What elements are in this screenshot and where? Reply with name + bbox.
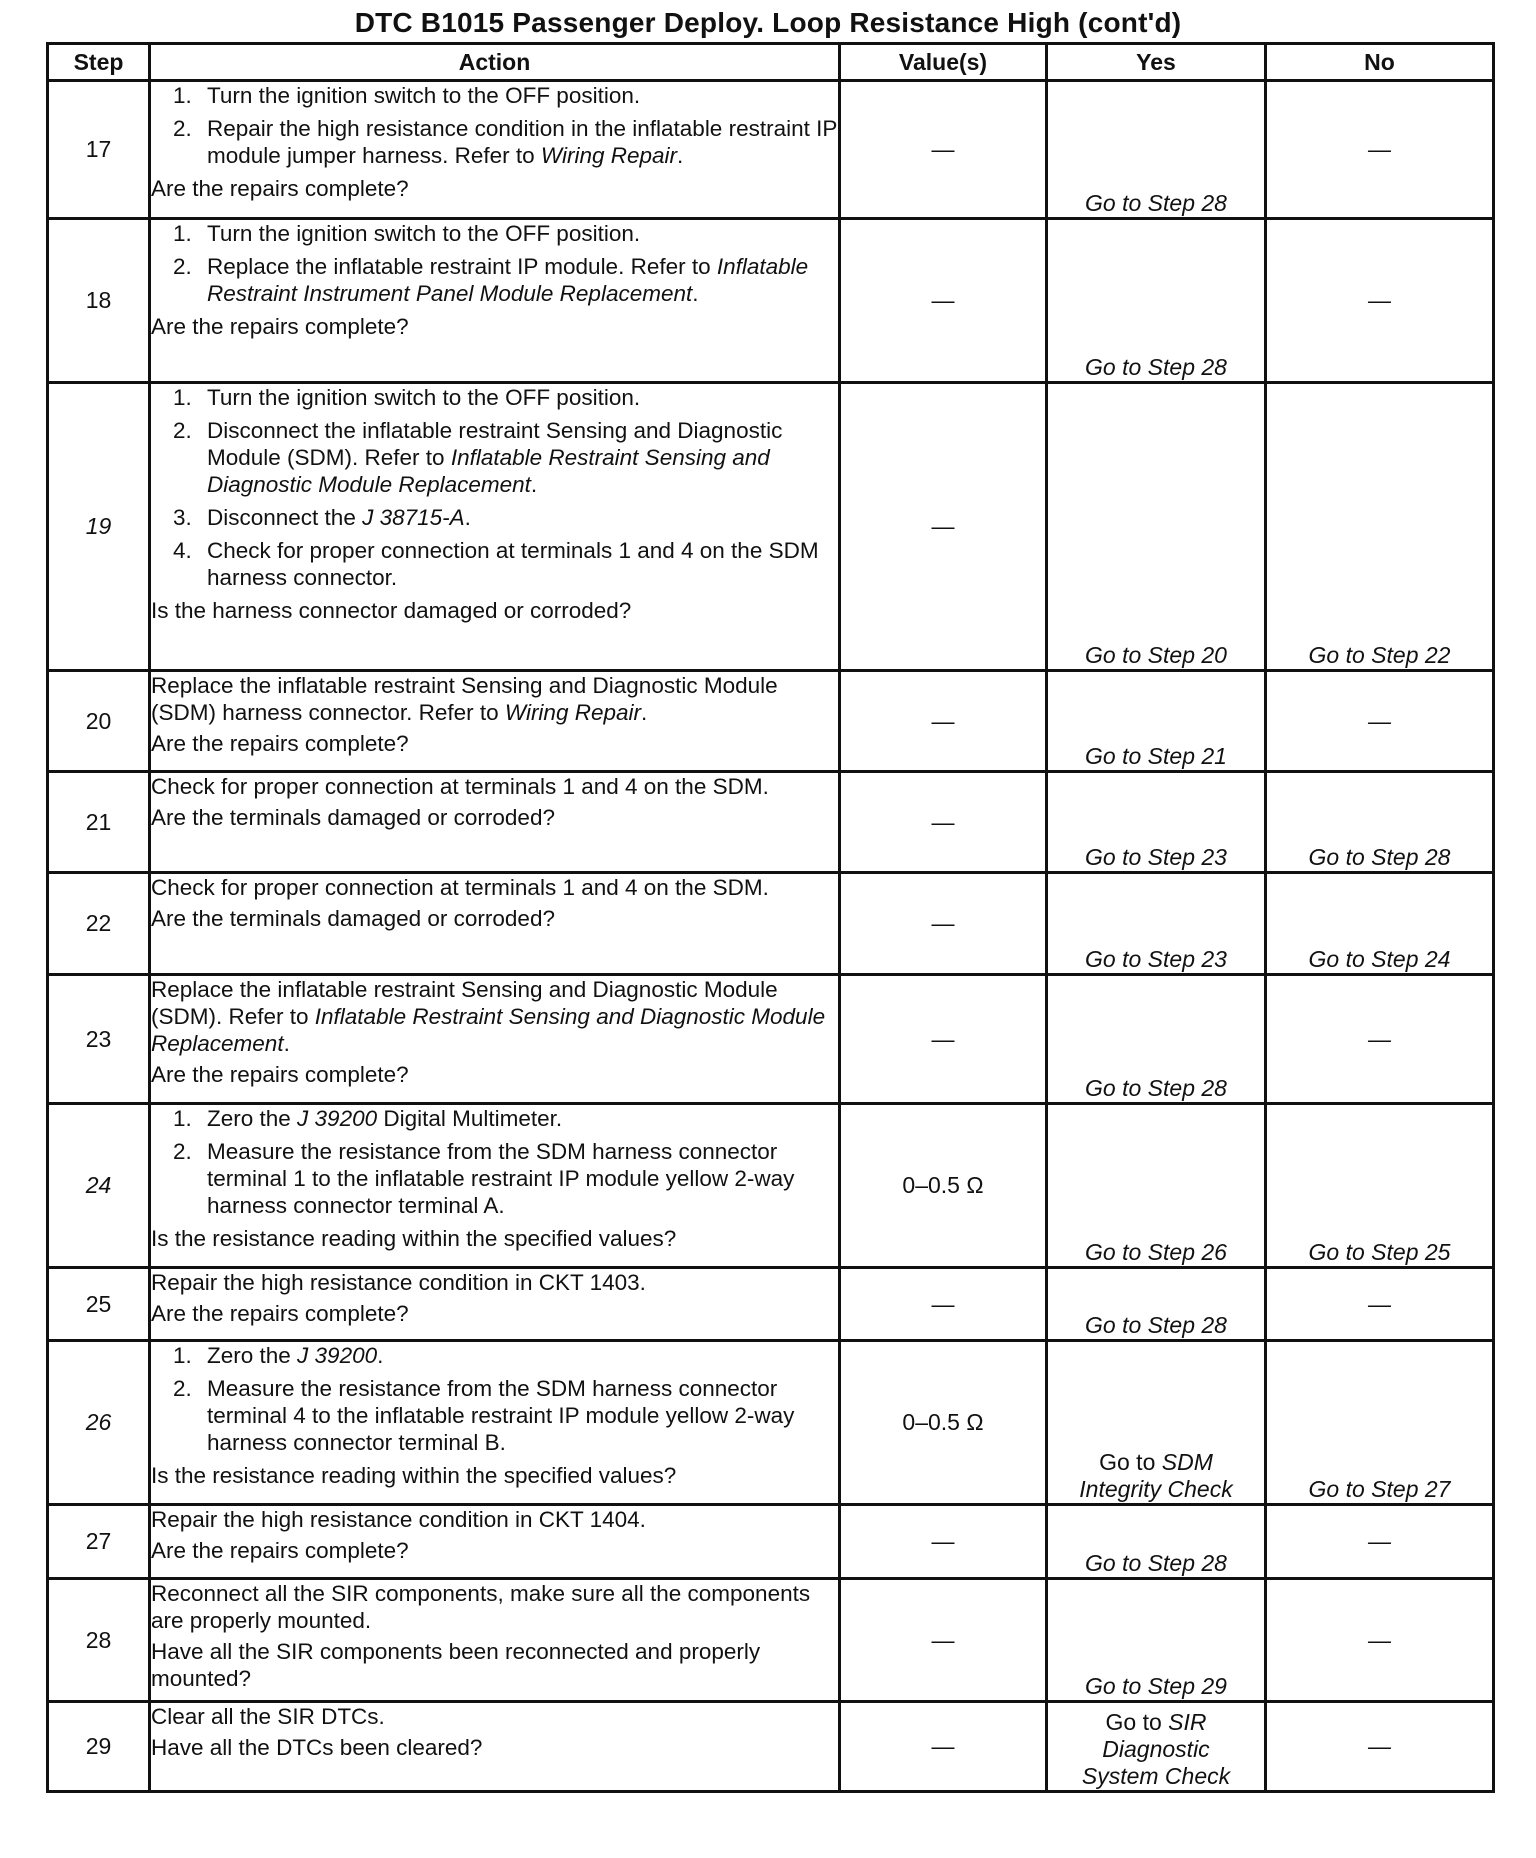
- text-segment: Reconnect all the SIR components, make sure all the components are properly mounted.: [151, 1581, 811, 1633]
- value-cell: —: [840, 873, 1047, 975]
- action-cell: [150, 1341, 840, 1505]
- value-cell: —: [840, 1505, 1047, 1579]
- action-question: Are the repairs complete?: [151, 1538, 409, 1563]
- action-step-number: 1.: [173, 1106, 192, 1131]
- action-text: [151, 773, 838, 800]
- yes-cell: [1047, 1702, 1266, 1792]
- text-segment: Zero the: [207, 1343, 298, 1368]
- action-cell: [150, 1104, 840, 1268]
- no-cell: —: [1266, 671, 1494, 772]
- action-step-number: 2.: [173, 1139, 192, 1164]
- action-cell: [150, 1579, 840, 1702]
- table-row: [48, 383, 1494, 671]
- action-cell: [150, 1268, 840, 1341]
- italic-reference: System Check: [1081, 1763, 1231, 1789]
- value-cell: —: [840, 1268, 1047, 1341]
- action-step: [151, 82, 838, 109]
- action-question: Are the repairs complete?: [151, 1301, 409, 1326]
- value-cell: —: [840, 975, 1047, 1104]
- table-row: [48, 219, 1494, 383]
- yes-cell: Go to Step 28: [1047, 1505, 1266, 1579]
- action-question: Are the repairs complete?: [151, 314, 409, 339]
- value-cell: —: [840, 219, 1047, 383]
- table-body: [48, 81, 1494, 1792]
- action-step: [151, 537, 838, 591]
- text-segment: Replace the inflatable restraint Sensing and Diagnostic Module (SDM). Refer to: [151, 977, 778, 1029]
- italic-reference: Wiring Repair: [504, 700, 641, 725]
- action-step-number: 2.: [173, 254, 192, 279]
- action-text: [151, 672, 838, 726]
- action-step-text: [207, 538, 819, 590]
- text-segment: Turn the ignition switch to the OFF position.: [207, 83, 641, 108]
- header-no: No: [1266, 44, 1494, 81]
- text-segment: Replace the inflatable restraint Sensing and Diagnostic Module (SDM) harness connector. Refer to: [151, 673, 778, 725]
- text-segment: Replace the inflatable restraint IP module. Refer to: [207, 254, 717, 279]
- text-segment: Check for proper connection at terminals 1 and 4 on the SDM harness connector.: [207, 538, 819, 590]
- text-segment: .: [377, 1343, 384, 1368]
- yes-cell: Go to Step 21: [1047, 671, 1266, 772]
- action-step-text: [207, 1343, 383, 1368]
- italic-reference: Integrity Check: [1079, 1476, 1233, 1502]
- step-number: 25: [48, 1268, 150, 1341]
- action-text: [151, 1506, 838, 1533]
- action-text: [151, 1703, 838, 1730]
- text-segment: .: [692, 281, 699, 306]
- step-number: 28: [48, 1579, 150, 1702]
- text-segment: Zero the: [207, 1106, 298, 1131]
- no-cell: —: [1266, 1702, 1494, 1792]
- value-cell: —: [840, 1579, 1047, 1702]
- action-step-number: 2.: [173, 418, 192, 443]
- action-step-text: [207, 385, 640, 410]
- italic-reference: Inflatable Restraint Sensing and Diagnostic Module Replacement: [207, 445, 770, 497]
- action-question: Have all the SIR components been reconnected and properly mounted?: [151, 1639, 761, 1691]
- step-number: 18: [48, 219, 150, 383]
- no-cell: —: [1266, 1579, 1494, 1702]
- italic-reference: SIR: [1168, 1709, 1207, 1735]
- table-row: [48, 1579, 1494, 1702]
- header-yes: Yes: [1047, 44, 1266, 81]
- table-header-row: [48, 44, 1494, 81]
- no-cell: Go to Step 24: [1266, 873, 1494, 975]
- table-row: [48, 1268, 1494, 1341]
- action-cell: [150, 1702, 840, 1792]
- text-segment: .: [530, 472, 538, 497]
- text-segment: Measure the resistance from the SDM harness connector terminal 4 to the inflatable restraint IP module yellow 2-way harness connector terminal B.: [207, 1376, 795, 1455]
- step-number: 23: [48, 975, 150, 1104]
- action-step-number: 1.: [173, 83, 192, 108]
- action-question: Is the harness connector damaged or corroded?: [151, 598, 632, 623]
- action-question: Is the resistance reading within the specified values?: [151, 1226, 677, 1251]
- action-step-text: [207, 254, 808, 306]
- action-step-text: [207, 1139, 794, 1218]
- action-step-number: 1.: [173, 1343, 192, 1368]
- action-step-text: [207, 116, 837, 168]
- table-row: [48, 1505, 1494, 1579]
- value-cell: —: [840, 671, 1047, 772]
- yes-cell: Go to Step 28: [1047, 1268, 1266, 1341]
- step-number: 17: [48, 81, 150, 219]
- table-row: [48, 772, 1494, 873]
- no-cell: —: [1266, 219, 1494, 383]
- text-segment: .: [283, 1031, 290, 1056]
- action-step: [151, 1138, 838, 1219]
- action-step-number: 3.: [173, 505, 192, 530]
- yes-cell: Go to Step 29: [1047, 1579, 1266, 1702]
- text-segment: Repair the high resistance condition in CKT 1404.: [151, 1507, 646, 1532]
- action-text: [151, 874, 838, 901]
- action-step: [151, 417, 838, 498]
- action-step-number: 1.: [173, 385, 192, 410]
- value-cell: —: [840, 1702, 1047, 1792]
- action-question: Are the terminals damaged or corroded?: [151, 906, 555, 931]
- action-question: Are the terminals damaged or corroded?: [151, 805, 555, 830]
- action-cell: [150, 873, 840, 975]
- header-values: Value(s): [840, 44, 1047, 81]
- no-cell: —: [1266, 975, 1494, 1104]
- yes-cell: Go to Step 28: [1047, 975, 1266, 1104]
- action-question: Have all the DTCs been cleared?: [151, 1735, 483, 1760]
- italic-reference: Inflatable Restraint Sensing and Diagnostic Module Replacement: [151, 1004, 826, 1056]
- text-segment: Disconnect the: [207, 505, 363, 530]
- text-segment: Turn the ignition switch to the OFF position.: [207, 385, 641, 410]
- value-cell: 0–0.5 Ω: [840, 1341, 1047, 1505]
- action-question: Are the repairs complete?: [151, 176, 409, 201]
- action-cell: [150, 1505, 840, 1579]
- action-question: Are the repairs complete?: [151, 1062, 409, 1087]
- table-row: [48, 975, 1494, 1104]
- yes-cell: Go to Step 28: [1047, 219, 1266, 383]
- action-step: [151, 1105, 838, 1132]
- action-steps: [151, 220, 838, 307]
- action-text: [151, 1580, 838, 1634]
- text-segment: Repair the high resistance condition in the inflatable restraint IP module jumper harness. Refer to: [207, 116, 837, 168]
- italic-reference: J 39200: [297, 1106, 378, 1131]
- action-text: [151, 1269, 838, 1296]
- yes-cell: [1047, 1341, 1266, 1505]
- action-cell: [150, 219, 840, 383]
- step-number: 26: [48, 1341, 150, 1505]
- yes-cell: Go to Step 23: [1047, 873, 1266, 975]
- text-segment: Repair the high resistance condition in CKT 1403.: [151, 1270, 646, 1295]
- action-cell: [150, 383, 840, 671]
- no-cell: —: [1266, 1268, 1494, 1341]
- action-step: [151, 1375, 838, 1456]
- yes-cell: Go to Step 20: [1047, 383, 1266, 671]
- action-step: [151, 253, 838, 307]
- text-segment: Disconnect the inflatable restraint Sensing and Diagnostic Module (SDM). Refer to: [207, 418, 783, 470]
- no-cell: —: [1266, 1505, 1494, 1579]
- no-cell: Go to Step 22: [1266, 383, 1494, 671]
- text-segment: .: [641, 700, 648, 725]
- step-number: 24: [48, 1104, 150, 1268]
- step-number: 22: [48, 873, 150, 975]
- action-step-text: [207, 1376, 794, 1455]
- text-segment: Check for proper connection at terminals 1 and 4 on the SDM.: [151, 774, 769, 799]
- text-segment: Digital Multimeter.: [377, 1106, 563, 1131]
- action-steps: [151, 1342, 838, 1456]
- action-steps: [151, 384, 838, 591]
- table-row: [48, 1104, 1494, 1268]
- action-cell: [150, 81, 840, 219]
- action-step: [151, 220, 838, 247]
- value-cell: 0–0.5 Ω: [840, 1104, 1047, 1268]
- action-question: Are the repairs complete?: [151, 731, 409, 756]
- no-cell: Go to Step 25: [1266, 1104, 1494, 1268]
- italic-reference: SDM: [1161, 1449, 1213, 1475]
- action-step: [151, 384, 838, 411]
- italic-reference: Diagnostic: [1102, 1736, 1210, 1762]
- value-cell: —: [840, 772, 1047, 873]
- yes-cell: Go to Step 23: [1047, 772, 1266, 873]
- action-cell: [150, 975, 840, 1104]
- diagnostic-table: [46, 42, 1495, 1793]
- action-cell: [150, 772, 840, 873]
- italic-reference: Inflatable Restraint Instrument Panel Module Replacement: [207, 254, 809, 306]
- action-step-number: 2.: [173, 116, 192, 141]
- action-step: [151, 1342, 838, 1369]
- table-row: [48, 81, 1494, 219]
- italic-reference: J 38715-A: [362, 505, 465, 530]
- action-step-text: [207, 505, 471, 530]
- no-cell: Go to Step 27: [1266, 1341, 1494, 1505]
- step-number: 20: [48, 671, 150, 772]
- action-steps: [151, 1105, 838, 1219]
- text-segment: Check for proper connection at terminals 1 and 4 on the SDM.: [151, 875, 769, 900]
- text-segment: Measure the resistance from the SDM harness connector terminal 1 to the inflatable restraint IP module yellow 2-way harness connector terminal A.: [207, 1139, 795, 1218]
- header-step: Step: [48, 44, 150, 81]
- table-row: [48, 1341, 1494, 1505]
- action-question: Is the resistance reading within the specified values?: [151, 1463, 677, 1488]
- header-action: Action: [150, 44, 840, 81]
- text-segment: Turn the ignition switch to the OFF position.: [207, 221, 641, 246]
- step-number: 21: [48, 772, 150, 873]
- action-step: [151, 504, 838, 531]
- action-text: [151, 976, 838, 1057]
- text-segment: .: [464, 505, 471, 530]
- value-cell: —: [840, 81, 1047, 219]
- table-row: [48, 873, 1494, 975]
- value-cell: —: [840, 383, 1047, 671]
- action-step: [151, 115, 838, 169]
- action-cell: [150, 671, 840, 772]
- italic-reference: Wiring Repair: [540, 143, 678, 168]
- page-title: DTC B1015 Passenger Deploy. Loop Resistance High (cont'd): [354, 7, 1182, 38]
- table-row: [48, 1702, 1494, 1792]
- action-step-text: [207, 83, 640, 108]
- action-step-number: 2.: [173, 1376, 192, 1401]
- no-cell: Go to Step 28: [1266, 772, 1494, 873]
- yes-cell: Go to Step 26: [1047, 1104, 1266, 1268]
- action-step-number: 4.: [173, 538, 192, 563]
- step-number: 19: [48, 383, 150, 671]
- action-steps: [151, 82, 838, 169]
- text-segment: Go to: [1099, 1449, 1162, 1475]
- table-row: [48, 671, 1494, 772]
- action-step-text: [207, 418, 782, 497]
- text-segment: Go to: [1105, 1709, 1169, 1735]
- text-segment: Clear all the SIR DTCs.: [151, 1704, 385, 1729]
- step-number: 29: [48, 1702, 150, 1792]
- yes-cell: Go to Step 28: [1047, 81, 1266, 219]
- step-number: 27: [48, 1505, 150, 1579]
- italic-reference: J 39200: [297, 1343, 378, 1368]
- action-step-text: [207, 221, 640, 246]
- action-step-number: 1.: [173, 221, 192, 246]
- text-segment: .: [677, 143, 684, 168]
- no-cell: —: [1266, 81, 1494, 219]
- action-step-text: [207, 1106, 562, 1131]
